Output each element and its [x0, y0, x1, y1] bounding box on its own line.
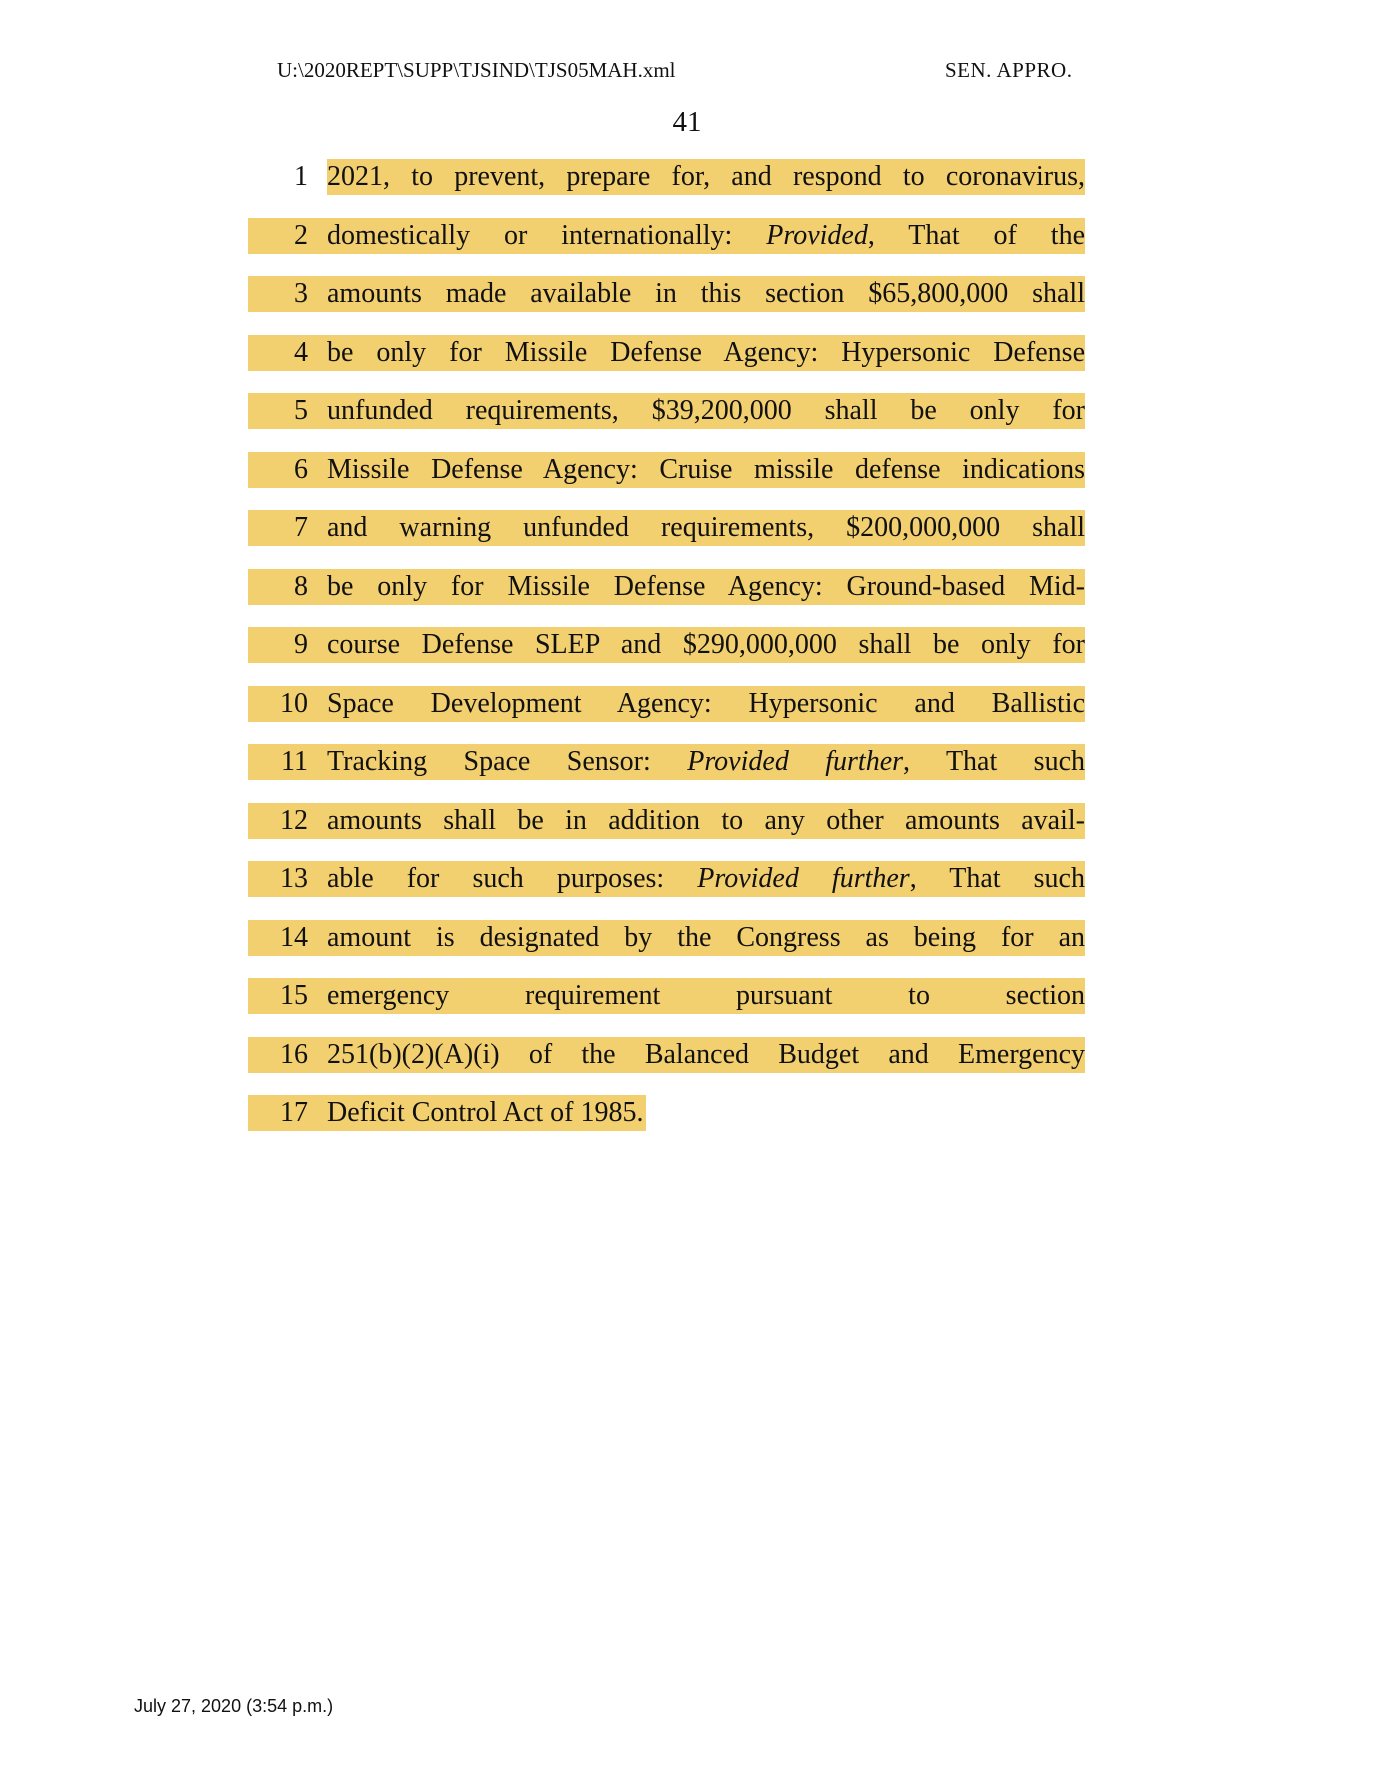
line-text-italic: Provided further: [687, 746, 904, 777]
print-timestamp: July 27, 2020 (3:54 p.m.): [134, 1696, 334, 1716]
highlight-gap: [308, 276, 327, 312]
bill-line: [0, 452, 1374, 488]
committee-label: SEN. APPRO.: [945, 58, 1073, 82]
highlight-gap: [308, 1037, 327, 1073]
bill-line: [0, 569, 1374, 605]
line-number: 11: [248, 744, 308, 780]
line-number: 13: [248, 861, 308, 897]
line-text: amounts shall be in addition to any other amounts avail-: [327, 803, 1085, 839]
line-text-italic: Provided further: [697, 863, 910, 894]
line-text: [327, 861, 1085, 897]
highlight-gap: [308, 978, 327, 1014]
line-number: 6: [248, 452, 308, 488]
line-number: 7: [248, 510, 308, 546]
line-text-part: Tracking Space Sensor:: [327, 746, 688, 777]
line-number: 2: [248, 218, 308, 254]
line-text-part: able for such purposes:: [327, 863, 698, 894]
line-number: 15: [248, 978, 308, 1014]
line-text: Missile Defense Agency: Cruise missile defense indications: [327, 452, 1085, 488]
highlight-gap: [308, 510, 327, 546]
line-text: amount is designated by the Congress as being for an: [327, 920, 1085, 956]
highlight-gap: [308, 218, 327, 254]
line-text: emergency requirement pursuant to section: [327, 978, 1085, 1014]
bill-line: [0, 920, 1374, 956]
line-text-italic: Provided: [766, 220, 868, 251]
line-text-part: , That such: [903, 746, 1086, 777]
line-number: 4: [248, 335, 308, 371]
bill-line: [0, 335, 1374, 371]
bill-line: [0, 744, 1374, 780]
line-text: amounts made available in this section $65,800,000 shall: [327, 276, 1085, 312]
line-number: 8: [248, 569, 308, 605]
line-number: 17: [248, 1095, 308, 1131]
line-text: Space Development Agency: Hypersonic and Ballistic: [327, 686, 1085, 722]
line-text: be only for Missile Defense Agency: Hypersonic Defense: [327, 335, 1085, 371]
highlight-gap: [308, 686, 327, 722]
line-number: 1: [294, 161, 308, 192]
highlight-gap: [308, 1095, 327, 1131]
bill-line: [0, 803, 1374, 839]
line-text: be only for Missile Defense Agency: Ground-based Mid-: [327, 569, 1085, 605]
page-number: 41: [672, 106, 702, 138]
line-text-part: , That such: [909, 863, 1085, 894]
line-text: Deficit Control Act of 1985.: [327, 1095, 646, 1131]
bill-line: [0, 627, 1374, 663]
bill-line: [0, 159, 1374, 195]
highlight-gap: [308, 803, 327, 839]
line-text: [327, 218, 1085, 254]
line-text: 2021, to prevent, prepare for, and respond to coronavirus,: [327, 159, 1085, 195]
line-number: 16: [248, 1037, 308, 1073]
highlight-gap: [308, 569, 327, 605]
highlight-gap: [308, 335, 327, 371]
file-path: U:\2020REPT\SUPP\TJSIND\TJS05MAH.xml: [277, 58, 676, 82]
bill-line: [0, 861, 1374, 897]
highlight-gap: [308, 452, 327, 488]
line-number: 9: [248, 627, 308, 663]
bill-line: [0, 510, 1374, 546]
highlight-gap: [308, 744, 327, 780]
highlight-gap: [308, 920, 327, 956]
line-number: 12: [248, 803, 308, 839]
bill-line: [0, 218, 1374, 254]
highlight-gap: [308, 393, 327, 429]
bill-line: [0, 978, 1374, 1014]
bill-line: [0, 276, 1374, 312]
highlight-gap: [308, 627, 327, 663]
bill-line: [0, 686, 1374, 722]
bill-line: [0, 1037, 1374, 1073]
bill-line: [0, 393, 1374, 429]
line-text: course Defense SLEP and $290,000,000 shall be only for: [327, 627, 1085, 663]
line-text: 251(b)(2)(A)(i) of the Balanced Budget and Emergency: [327, 1037, 1085, 1073]
line-number: 5: [248, 393, 308, 429]
line-text: and warning unfunded requirements, $200,000,000 shall: [327, 510, 1085, 546]
line-number: 3: [248, 276, 308, 312]
line-text: unfunded requirements, $39,200,000 shall be only for: [327, 393, 1085, 429]
line-text: [327, 744, 1085, 780]
line-number: 14: [248, 920, 308, 956]
bill-line: [0, 1095, 1374, 1131]
line-text-part: domestically or internationally:: [327, 220, 767, 251]
line-text-part: , That of the: [867, 220, 1085, 251]
highlight-gap: [308, 861, 327, 897]
line-number: 10: [248, 686, 308, 722]
